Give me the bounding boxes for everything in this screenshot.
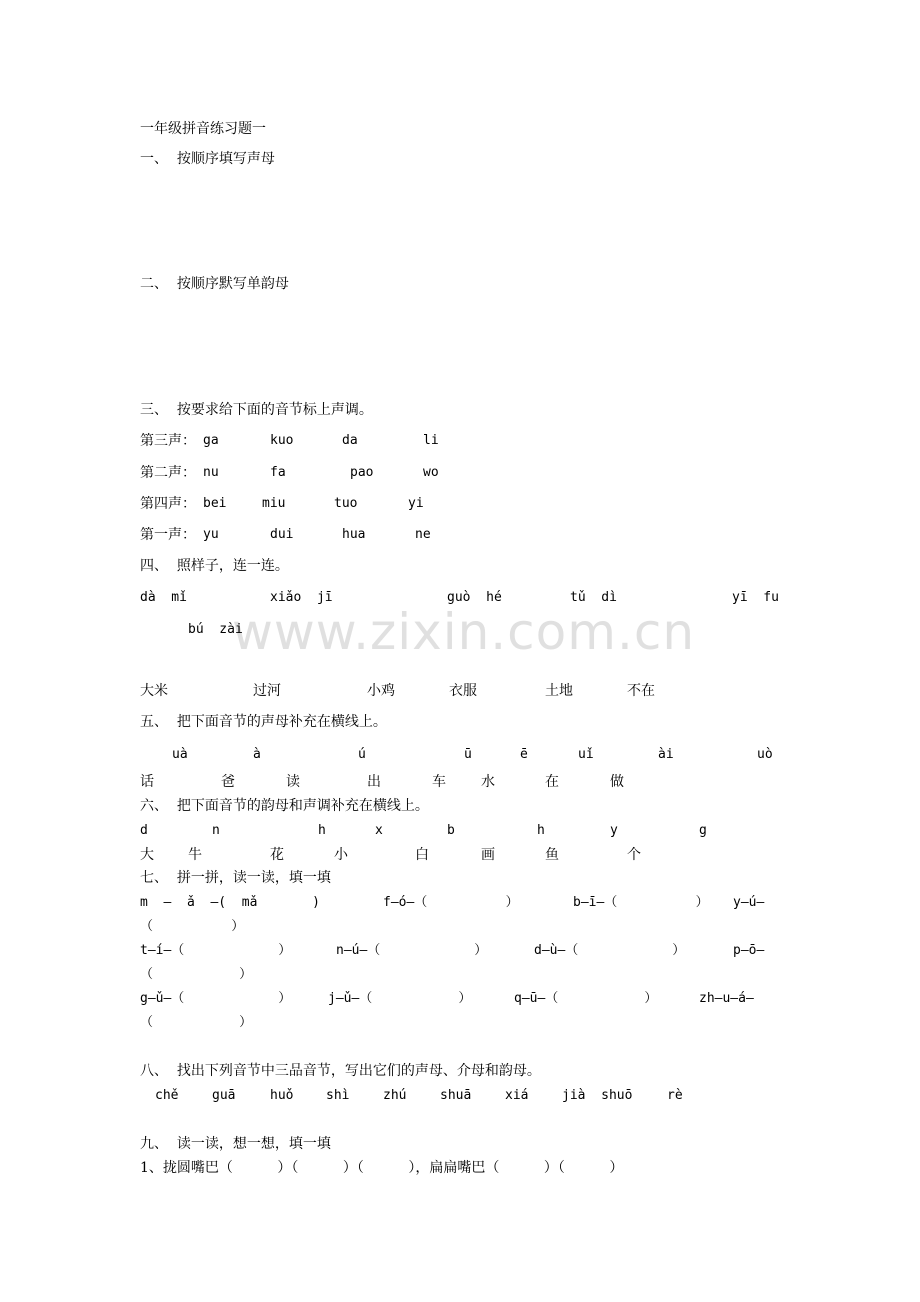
pinyin-initial: y [610,823,618,838]
pinyin-final: ú [358,747,366,762]
pinyin-word: xiǎo jī [270,590,333,605]
section-9-heading: 九、 读一读，想一想，填一填 [140,1136,331,1152]
pinyin-initial: d [140,823,148,838]
chinese-char: 鱼 [545,847,559,863]
chinese-word: 不在 [627,683,655,699]
syllable: dui [270,527,294,542]
pinyin-initial: h [318,823,326,838]
section-8-heading: 八、 找出下列音节中三品音节，写出它们的声母、介母和韵母。 [140,1063,541,1079]
pinyin-word: tǔ dì [570,590,617,605]
fill-blank-line: 1、拢圆嘴巴（ ）（ ）（ ），扁扁嘴巴（ ）（ ） [140,1160,624,1176]
syllable: shuā [440,1088,472,1103]
spelling-item: d—ù—（ ） [534,943,686,958]
syllable: chě [155,1088,179,1103]
syllable: pao [350,465,374,480]
section-6-heading: 六、 把下面音节的韵母和声调补充在横线上。 [140,798,429,814]
chinese-char: 话 [140,774,154,790]
syllable: bei [203,496,227,511]
spelling-item: g—ǔ—（ ） [140,991,292,1006]
tone-label: 第一声： [140,527,196,543]
syllable: tuo [334,496,358,511]
pinyin-final: ē [520,747,528,762]
syllable: hua [342,527,366,542]
syllable: xiá [505,1088,529,1103]
pinyin-final: uà [172,747,188,762]
chinese-char: 在 [545,774,559,790]
page-title: 一年级拼音练习题一 [140,121,266,137]
pinyin-final: ài [658,747,674,762]
chinese-char: 车 [432,774,446,790]
section-7-heading: 七、 拼一拼，读一读，填一填 [140,870,331,886]
chinese-char: 小 [334,847,348,863]
section-3-heading: 三、 按要求给下面的音节标上声调。 [140,402,373,418]
pinyin-initial: b [447,823,455,838]
pinyin-initial: h [537,823,545,838]
pinyin-word: dà mǐ [140,590,187,605]
section-1-heading: 一、 按顺序填写声母 [140,151,275,167]
chinese-char: 大 [140,847,154,863]
spelling-item: t—í—（ ） [140,943,292,958]
chinese-char: 画 [481,847,495,863]
chinese-char: 个 [627,847,641,863]
section-5-heading: 五、 把下面音节的声母补充在横线上。 [140,714,387,730]
tone-label: 第二声： [140,465,196,481]
chinese-char: 花 [270,847,284,863]
chinese-char: 牛 [188,847,202,863]
syllable: shì [326,1088,350,1103]
syllable: yu [203,527,219,542]
section-4-heading: 四、 照样子，连一连。 [140,558,289,574]
spelling-item: j—ǔ—（ ） [328,991,472,1006]
pinyin-word: bú zài [188,622,243,637]
chinese-word: 土地 [545,683,573,699]
chinese-char: 水 [481,774,495,790]
pinyin-final: uǐ [578,747,594,762]
syllable: wo [423,465,439,480]
syllable: guā [212,1088,236,1103]
tone-label: 第四声： [140,496,196,512]
spelling-item: n—ú—（ ） [336,943,488,958]
spelling-item: （ ） [140,967,253,982]
pinyin-initial: n [212,823,220,838]
spelling-item: （ ） [140,919,245,934]
syllable: zhú [383,1088,407,1103]
chinese-word: 大米 [140,683,168,699]
chinese-char: 白 [415,847,429,863]
syllable: yi [408,496,424,511]
syllable: jià shuō [562,1088,633,1103]
syllable: li [423,433,439,448]
chinese-char: 爸 [221,774,235,790]
spelling-item: q—ū—（ ） [514,991,658,1006]
syllable: rè [667,1088,683,1103]
pinyin-initial: x [375,823,383,838]
spelling-item: b—ī—（ ） [573,895,709,910]
chinese-word: 衣服 [449,683,477,699]
syllable: ne [415,527,431,542]
spelling-item: m — ǎ —( mǎ ) [140,895,321,910]
chinese-char: 出 [367,774,381,790]
syllable: nu [203,465,219,480]
spelling-item: f—ó—（ ） [383,895,519,910]
watermark: www.zixin.com.cn [232,603,696,661]
syllable: kuo [270,433,294,448]
chinese-word: 小鸡 [367,683,395,699]
spelling-item: p—ō— [733,943,765,958]
syllable: da [342,433,358,448]
spelling-item: zh—u—á— [699,991,754,1006]
syllable: fa [270,465,286,480]
spelling-item: （ ） [140,1015,253,1030]
pinyin-word: yī fu [732,590,779,605]
spelling-item: y—ú— [733,895,765,910]
pinyin-word: guò hé [447,590,502,605]
chinese-char: 读 [286,774,300,790]
syllable: huǒ [270,1088,294,1103]
chinese-char: 做 [610,774,624,790]
chinese-word: 过河 [253,683,281,699]
pinyin-initial: g [699,823,707,838]
pinyin-final: uò [757,747,773,762]
syllable: miu [262,496,286,511]
section-2-heading: 二、 按顺序默写单韵母 [140,276,289,292]
pinyin-final: à [253,747,261,762]
syllable: ga [203,433,219,448]
pinyin-final: ū [464,747,472,762]
tone-label: 第三声： [140,433,196,449]
